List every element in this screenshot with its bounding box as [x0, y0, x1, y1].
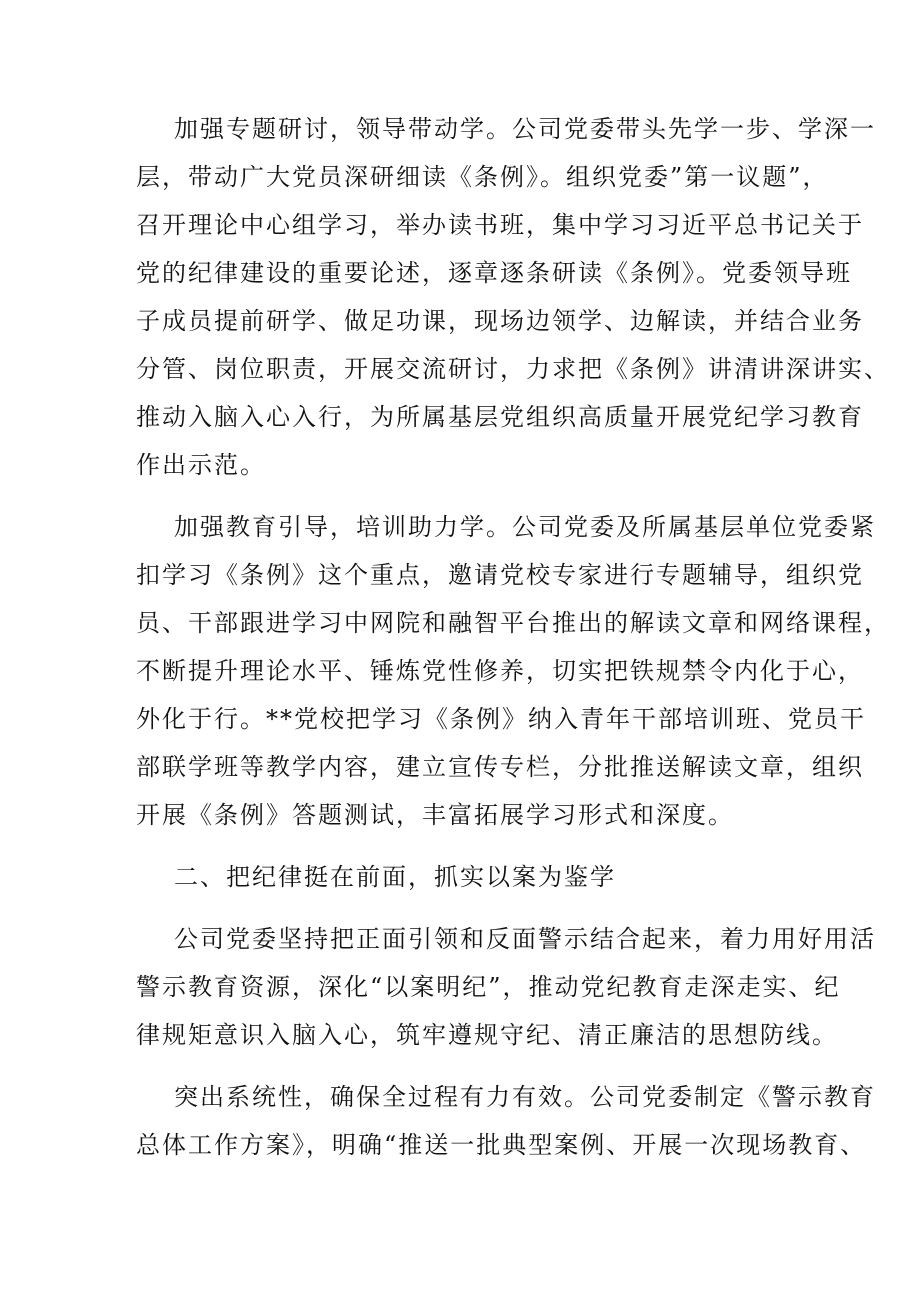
paragraph-line: 总体工作方案》，明确“推送一批典型案例、开展一次现场教育、	[136, 1131, 867, 1159]
paragraph-line: 加强教育引导，培训助力学。公司党委及所属基层单位党委紧	[174, 513, 876, 541]
paragraph-line: 层，带动广大党员深研细读《条例》。组织党委”第一议题”，	[136, 163, 829, 191]
paragraph-line: 分管、岗位职责，开展交流研讨，力求把《条例》讲清讲深讲实、	[136, 355, 890, 383]
paragraph-line: 部联学班等教学内容，建立宣传专栏，分批推送解读文章，组织	[136, 753, 864, 781]
paragraph-line: 开展《条例》答题测试，丰富拓展学习形式和深度。	[136, 801, 734, 829]
paragraph-line: 公司党委坚持把正面引领和反面警示结合起来，着力用好用活	[174, 925, 876, 953]
paragraph-line: 员、干部跟进学习中网院和融智平台推出的解读文章和网络课程，	[136, 609, 890, 637]
paragraph-line: 子成员提前研学、做足功课，现场边领学、边解读，并结合业务	[136, 307, 864, 335]
paragraph-line: 推动入脑入心入行，为所属基层党组织高质量开展党纪学习教育	[136, 403, 864, 431]
paragraph-line: 律规矩意识入脑入心，筑牢遵规守纪、清正廉洁的思想防线。	[136, 1021, 838, 1049]
paragraph-line: 外化于行。**党校把学习《条例》纳入青年干部培训班、党员干	[136, 705, 866, 733]
paragraph-line: 不断提升理论水平、锤炼党性修养，切实把铁规禁令内化于心，	[136, 657, 864, 685]
paragraph-line: 突出系统性，确保全过程有力有效。公司党委制定《警示教育	[174, 1083, 876, 1111]
paragraph-line: 加强专题研讨，领导带动学。公司党委带头先学一步、学深一	[174, 115, 876, 143]
paragraph-line: 警示教育资源，深化“以案明纪”，推动党纪教育走深走实、纪	[136, 973, 841, 1001]
paragraph-line: 扣学习《条例》这个重点，邀请党校专家进行专题辅导，组织党	[136, 561, 864, 589]
paragraph-line: 作出示范。	[136, 451, 266, 479]
paragraph-line: 党的纪律建设的重要论述，逐章逐条研读《条例》。党委领导班	[136, 259, 852, 287]
section-heading: 二、把纪律挺在前面，抓实以案为鉴学	[174, 863, 616, 891]
paragraph-line: 召开理论中心组学习，举办读书班，集中学习习近平总书记关于	[136, 211, 864, 239]
